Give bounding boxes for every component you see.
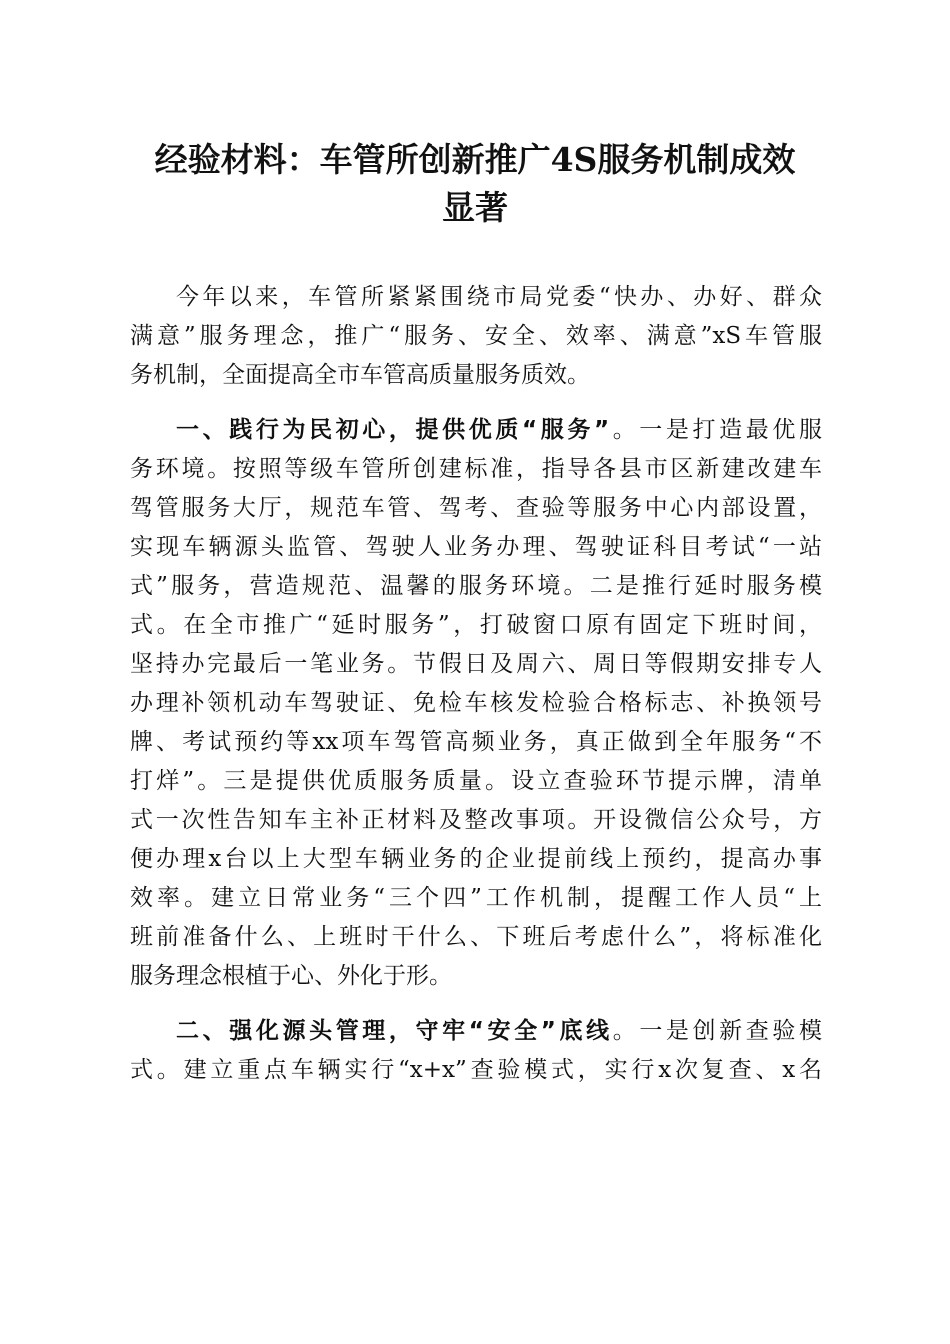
paragraph-intro — [130, 278, 822, 395]
text-line: 便办理x台以上大型车辆业务的企业提前线上预约，提高办事 — [130, 846, 822, 872]
document-title — [120, 136, 830, 232]
text-line: 式”服务，营造规范、温馨的服务环境。二是推行延时服务模 — [130, 573, 822, 599]
text-line: 打烊”。三是提供优质服务质量。设立查验环节提示牌，清单 — [130, 768, 822, 794]
text-line: 驾管服务大厅，规范车管、驾考、查验等服务中心内部设置， — [130, 495, 822, 521]
text-span: 。一是打造最优服 — [609, 417, 822, 443]
title-line-1: 经验材料：车管所创新推广4S服务机制成效 — [154, 140, 796, 179]
text-line: 坚持办完最后一笔业务。节假日及周六、周日等假期安排专人 — [130, 651, 822, 677]
document-body — [130, 278, 822, 1106]
text-line: 务环境。按照等级车管所创建标准，指导各县市区新建改建车 — [130, 456, 822, 482]
text-line: 实现车辆源头监管、驾驶人业务办理、驾驶证科目考试“一站 — [130, 534, 822, 560]
text-line — [130, 411, 822, 450]
text-line: 满意”服务理念，推广“服务、安全、效率、满意”xS车管服 — [130, 323, 822, 349]
text-line: 式。在全市推广“延时服务”，打破窗口原有固定下班时间， — [130, 612, 822, 638]
text-line: 今年以来，车管所紧紧围绕市局党委“快办、办好、群众 — [176, 284, 822, 310]
paragraph-safety — [130, 1012, 822, 1090]
title-line-2: 显著 — [442, 188, 508, 227]
text-line: 式。建立重点车辆实行“x+x”查验模式，实行x次复查、x名 — [130, 1057, 822, 1083]
section-heading: 二、强化源头管理，守牢“安全”底线 — [176, 1018, 613, 1044]
text-line: 务机制，全面提高全市车管高质量服务质效。 — [130, 362, 590, 388]
section-heading: 一、践行为民初心，提供优质“服务” — [176, 417, 610, 443]
text-line: 效率。建立日常业务“三个四”工作机制，提醒工作人员“上 — [130, 885, 822, 911]
text-line: 式一次性告知车主补正材料及整改事项。开设微信公众号，方 — [130, 807, 822, 833]
text-line: 牌、考试预约等xx项车驾管高频业务，真正做到全年服务“不 — [130, 729, 822, 755]
text-line — [130, 1012, 822, 1051]
text-line: 服务理念根植于心、外化于形。 — [130, 963, 452, 989]
text-span: 。一是创新查验模 — [612, 1018, 823, 1044]
text-line: 班前准备什么、上班时干什么、下班后考虑什么”，将标准化 — [130, 924, 822, 950]
text-line: 办理补领机动车驾驶证、免检车核发检验合格标志、补换领号 — [130, 690, 822, 716]
paragraph-service — [130, 411, 822, 996]
